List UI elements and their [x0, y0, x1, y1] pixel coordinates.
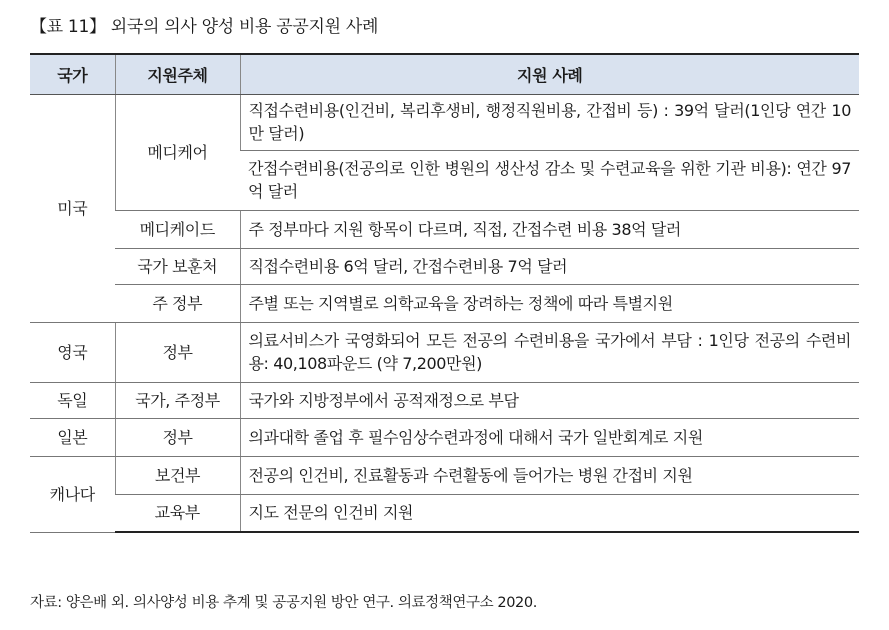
country-cell-de: 독일 [30, 382, 115, 418]
table-row [30, 494, 859, 532]
agency-cell-ca-health: 보건부 [115, 456, 240, 494]
header-agency: 지원주체 [115, 54, 240, 94]
table-row [30, 284, 859, 322]
case-cell-ca-health: 전공의 인건비, 진료활동과 수련활동에 들어가는 병원 간접비 지원 [240, 456, 859, 494]
country-cell-ca: 캐나다 [30, 456, 115, 532]
table-row [30, 456, 859, 494]
agency-cell-jp: 정부 [115, 418, 240, 456]
agency-cell-uk: 정부 [115, 322, 240, 382]
table-row [30, 322, 859, 382]
case-cell-ca-education: 지도 전문의 인건비 지원 [240, 494, 859, 532]
agency-cell-va: 국가 보훈처 [115, 248, 240, 284]
table-caption: 【표 11】 외국의 의사 양성 비용 공공지원 사례 [30, 17, 379, 37]
case-cell-jp: 의과대학 졸업 후 필수임상수련과정에 대해서 국가 일반회계로 지원 [240, 418, 859, 456]
agency-cell-medicaid: 메디케이드 [115, 210, 240, 248]
country-cell-uk: 영국 [30, 322, 115, 382]
table-header-row [30, 54, 859, 94]
agency-cell-de: 국가, 주정부 [115, 382, 240, 418]
header-case: 지원 사례 [240, 54, 859, 94]
support-cases-table [30, 53, 859, 533]
case-cell-medicaid: 주 정부마다 지원 항목이 다르며, 직접, 간접수련 비용 38억 달러 [240, 210, 859, 248]
country-cell-us: 미국 [30, 94, 115, 322]
source-note: 자료: 양은배 외. 의사양성 비용 추계 및 공공지원 방안 연구. 의료정책연구소 2020. [30, 595, 537, 611]
case-cell-medicare-direct: 직접수련비용(인건비, 복리후생비, 행정직원비용, 간접비 등) : 39억 달러(1인당 연간 10만 달러) [240, 94, 859, 150]
agency-cell-medicare: 메디케어 [115, 94, 240, 210]
table-row [30, 94, 859, 150]
header-country: 국가 [30, 54, 115, 94]
case-cell-va: 직접수련비용 6억 달러, 간접수련비용 7억 달러 [240, 248, 859, 284]
table-row [30, 418, 859, 456]
case-cell-de: 국가와 지방정부에서 공적재정으로 부담 [240, 382, 859, 418]
country-cell-jp: 일본 [30, 418, 115, 456]
table-row [30, 382, 859, 418]
table-row [30, 248, 859, 284]
table-row [30, 210, 859, 248]
case-cell-medicare-indirect: 간접수련비용(전공의로 인한 병원의 생산성 감소 및 수련교육을 위한 기관 비용): 연간 97억 달러 [240, 150, 859, 210]
agency-cell-state: 주 정부 [115, 284, 240, 322]
case-cell-state: 주별 또는 지역별로 의학교육을 장려하는 정책에 따라 특별지원 [240, 284, 859, 322]
agency-cell-ca-education: 교육부 [115, 494, 240, 532]
case-cell-uk: 의료서비스가 국영화되어 모든 전공의 수련비용을 국가에서 부담 : 1인당 전공의 수련비용: 40,108파운드 (약 7,200만원) [240, 322, 859, 382]
